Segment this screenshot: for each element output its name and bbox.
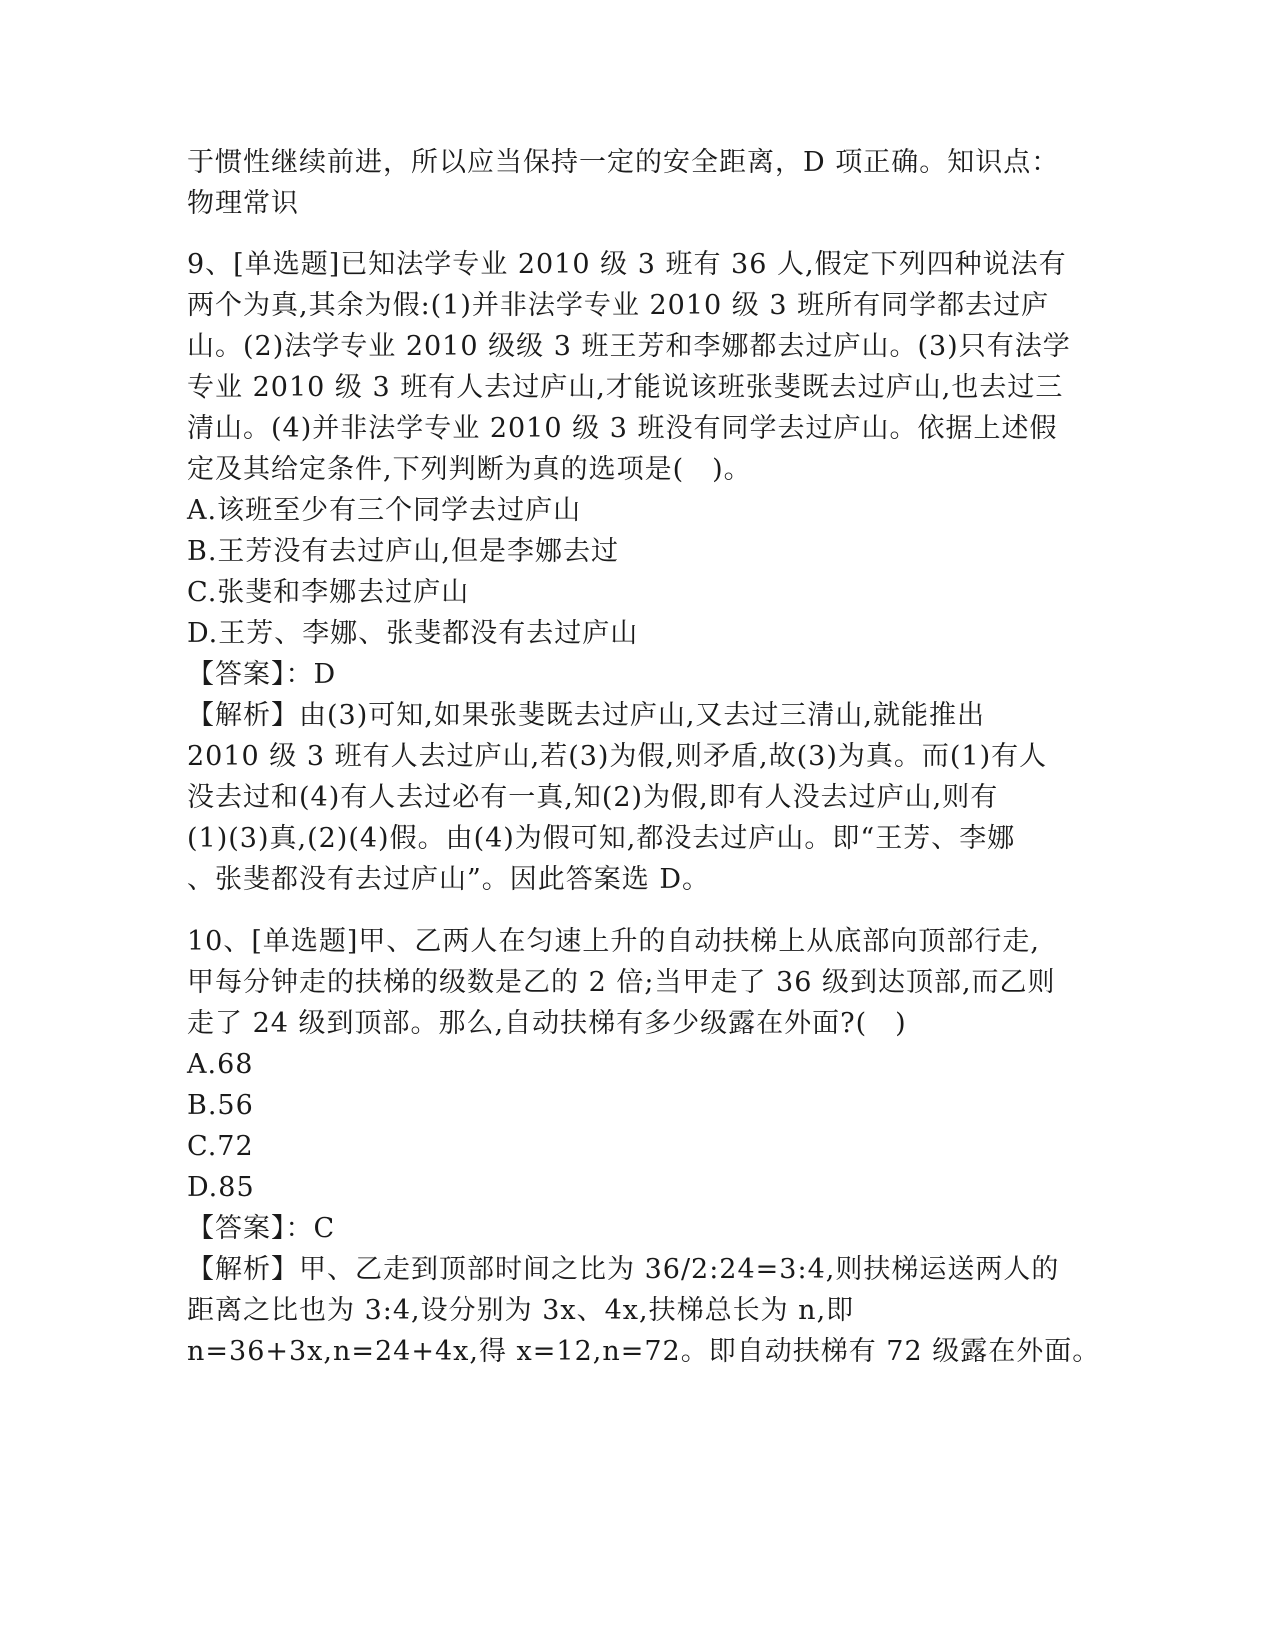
q9-stem-line-5: 清山。(4)并非法学专业 2010 级 3 班没有同学去过庐山。依据上述假 <box>187 413 1058 444</box>
q9-stem-line-6: 定及其给定条件,下列判断为真的选项是( )。 <box>187 454 752 485</box>
q10-analysis-line-3: n=36+3x,n=24+4x,得 x=12,n=72。即自动扶梯有 72 级露在外面。 <box>187 1336 1101 1367</box>
q9-analysis-line-2: 2010 级 3 班有人去过庐山,若(3)为假,则矛盾,故(3)为真。而(1)有人 <box>187 741 1048 772</box>
q9-stem-line-4: 专业 2010 级 3 班有人去过庐山,才能说该班张斐既去过庐山,也去过三 <box>187 372 1064 403</box>
intro-line-2: 物理常识 <box>187 188 299 219</box>
q9-option-d: D.王芳、李娜、张斐都没有去过庐山 <box>187 618 639 649</box>
q9-answer: 【答案】：D <box>187 659 337 690</box>
q10-option-d: D.85 <box>187 1172 255 1203</box>
q10-option-a: A.68 <box>187 1049 254 1080</box>
q9-option-a: A.该班至少有三个同学去过庐山 <box>187 495 582 526</box>
q9-analysis-line-5: 、张斐都没有去过庐山”。因此答案选 D。 <box>187 864 711 895</box>
q9-stem-line-1: 9、[单选题]已知法学专业 2010 级 3 班有 36 人,假定下列四种说法有 <box>187 249 1067 280</box>
q10-option-b: B.56 <box>187 1090 254 1121</box>
q9-option-c: C.张斐和李娜去过庐山 <box>187 577 470 608</box>
q10-stem-line-2: 甲每分钟走的扶梯的级数是乙的 2 倍;当甲走了 36 级到达顶部,而乙则 <box>187 967 1056 998</box>
q9-stem-line-2: 两个为真,其余为假:(1)并非法学专业 2010 级 3 班所有同学都去过庐 <box>187 290 1050 321</box>
q9-stem-line-3: 山。(2)法学专业 2010 级级 3 班王芳和李娜都去过庐山。(3)只有法学 <box>187 331 1071 362</box>
q9-option-b: B.王芳没有去过庐山,但是李娜去过 <box>187 536 620 567</box>
q10-analysis-line-1: 【解析】甲、乙走到顶部时间之比为 36/2:24=3:4,则扶梯运送两人的 <box>187 1254 1060 1285</box>
q9-analysis-line-1: 【解析】由(3)可知,如果张斐既去过庐山,又去过三清山,就能推出 <box>187 700 985 731</box>
q10-answer: 【答案】：C <box>187 1213 336 1244</box>
q9-analysis-line-3: 没去过和(4)有人去过必有一真,知(2)为假,即有人没去过庐山,则有 <box>187 782 999 813</box>
q10-stem-line-1: 10、[单选题]甲、乙两人在匀速上升的自动扶梯上从底部向顶部行走, <box>187 926 1041 957</box>
q10-analysis-line-2: 距离之比也为 3:4,设分别为 3x、4x,扶梯总长为 n,即 <box>187 1295 855 1326</box>
q10-stem-line-3: 走了 24 级到顶部。那么,自动扶梯有多少级露在外面?( ) <box>187 1008 907 1039</box>
q9-analysis-line-4: (1)(3)真,(2)(4)假。由(4)为假可知,都没去过庐山。即“王芳、李娜 <box>187 823 1016 854</box>
q10-option-c: C.72 <box>187 1131 254 1162</box>
intro-line-1: 于惯性继续前进，所以应当保持一定的安全距离，D 项正确。知识点： <box>187 147 1060 178</box>
